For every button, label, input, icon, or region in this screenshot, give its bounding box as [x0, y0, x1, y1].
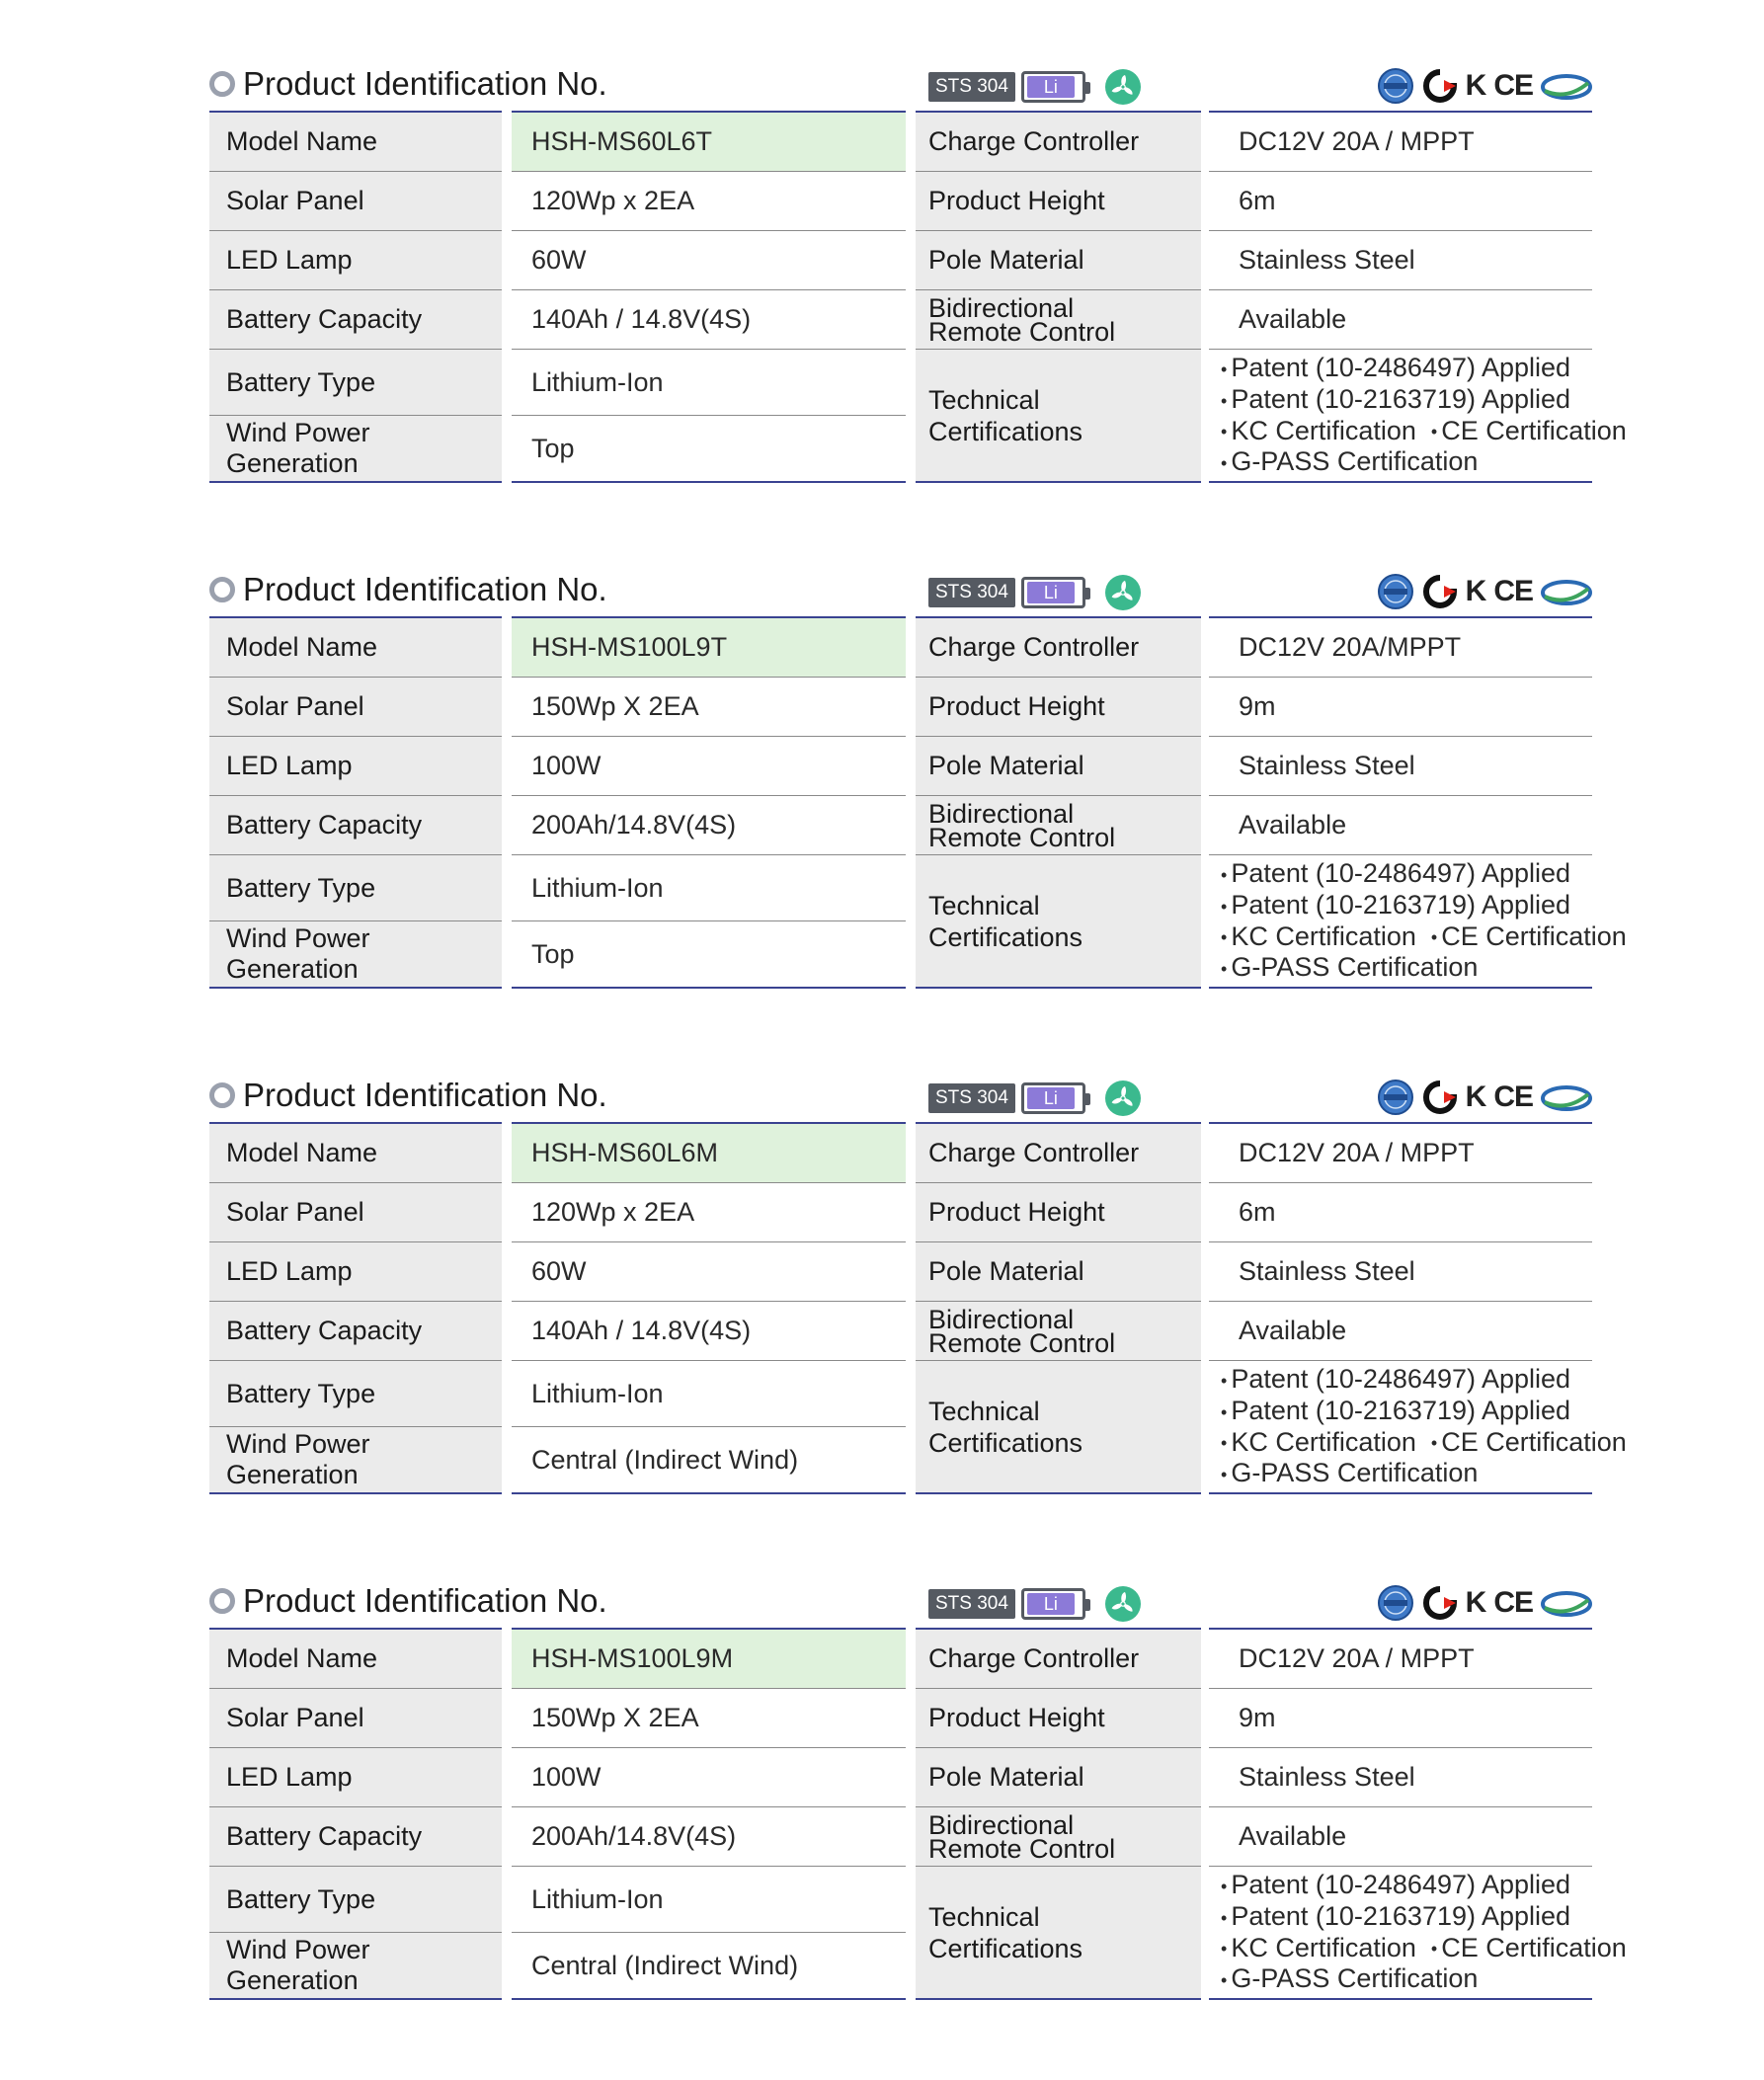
- spec-table: [209, 616, 1627, 989]
- value-technical-certifications: [1205, 1361, 1627, 1494]
- label-model-name: Model Name: [209, 112, 507, 172]
- table-row: [209, 737, 1592, 796]
- wind-turbine-icon: [1105, 69, 1141, 105]
- sts304-badge: STS 304: [928, 1083, 1015, 1113]
- cert-item: • Patent (10-2163719) Applied: [1221, 1395, 1571, 1425]
- label-led-lamp: LED Lamp: [209, 737, 507, 796]
- label-wind-power: Wind Power Generation: [209, 921, 507, 989]
- label-product-height: Product Height: [911, 678, 1205, 737]
- label-remote-line2: Remote Control: [928, 1327, 1116, 1358]
- title-wrap: [209, 1077, 607, 1114]
- value-remote-control: Available: [1205, 796, 1592, 855]
- label-tech-line2: Certifications: [928, 416, 1083, 446]
- label-wind-power: Wind Power Generation: [209, 416, 507, 483]
- kc-mark-icon: [1422, 1585, 1458, 1621]
- lithium-battery-icon: [1021, 1082, 1085, 1114]
- value-product-height: 9m: [1205, 678, 1592, 737]
- label-remote-line2: Remote Control: [928, 822, 1116, 852]
- certification-logos: [1377, 1079, 1592, 1116]
- label-model-name: Model Name: [209, 1629, 507, 1689]
- value-pole-material: Stainless Steel: [1205, 1748, 1592, 1807]
- spec-table: [209, 1122, 1627, 1494]
- label-remote-line2: Remote Control: [928, 316, 1116, 347]
- cert-item: • KC Certification • CE Certification: [1221, 415, 1627, 445]
- label-battery-type: Battery Type: [209, 350, 507, 416]
- value-product-height: 6m: [1205, 1183, 1592, 1242]
- value-battery-capacity: 140Ah / 14.8V(4S): [507, 1302, 911, 1361]
- label-remote-control: [911, 290, 1205, 350]
- label-wind-power: Wind Power Generation: [209, 1933, 507, 2000]
- label-battery-capacity: Battery Capacity: [209, 796, 507, 855]
- label-charge-controller: Charge Controller: [911, 112, 1205, 172]
- value-solar-panel: 120Wp x 2EA: [507, 172, 911, 231]
- table-row: [209, 112, 1592, 172]
- table-row: [209, 231, 1592, 290]
- circle-bullet-icon: [209, 71, 235, 97]
- cert-ce: CE Certification: [1441, 920, 1627, 951]
- gpass-logo-icon: [1377, 1584, 1414, 1622]
- value-remote-control: Available: [1205, 290, 1592, 350]
- wind-turbine-icon: [1105, 1586, 1141, 1622]
- label-tech-line1: Technical: [928, 1901, 1040, 1932]
- label-technical-certifications: [911, 855, 1205, 989]
- label-pole-material: Pole Material: [911, 1242, 1205, 1302]
- label-remote-control: [911, 1807, 1205, 1867]
- label-remote-line1: Bidirectional: [928, 798, 1075, 829]
- value-wind-power: Central (Indirect Wind): [507, 1933, 911, 2000]
- table-row: [209, 1302, 1592, 1361]
- title-wrap: [209, 1582, 607, 1620]
- value-battery-capacity: 200Ah/14.8V(4S): [507, 796, 911, 855]
- label-led-lamp: LED Lamp: [209, 231, 507, 290]
- value-product-height: 9m: [1205, 1689, 1592, 1748]
- value-battery-type: Lithium-Ion: [507, 855, 911, 921]
- value-product-height: 6m: [1205, 172, 1592, 231]
- k-mark-icon: K: [1465, 69, 1486, 102]
- label-tech-line2: Certifications: [928, 1427, 1083, 1458]
- label-remote-control: [911, 1302, 1205, 1361]
- cert-ce: CE Certification: [1441, 415, 1627, 445]
- section-header: [209, 59, 1592, 111]
- value-pole-material: Stainless Steel: [1205, 231, 1592, 290]
- label-tech-line2: Certifications: [928, 1933, 1083, 1963]
- value-solar-panel: 150Wp X 2EA: [507, 1689, 911, 1748]
- label-tech-line1: Technical: [928, 890, 1040, 920]
- table-row: [209, 1807, 1592, 1867]
- cert-patent-1: Patent (10-2486497) Applied: [1231, 352, 1571, 382]
- sts304-badge: STS 304: [928, 1589, 1015, 1619]
- value-solar-panel: 120Wp x 2EA: [507, 1183, 911, 1242]
- table-row: [209, 1689, 1592, 1748]
- battery-badge-label: Li: [1027, 1087, 1075, 1109]
- label-tech-line1: Technical: [928, 1396, 1040, 1426]
- lithium-battery-icon: [1021, 71, 1085, 103]
- label-battery-capacity: Battery Capacity: [209, 1302, 507, 1361]
- value-model-name: HSH-MS100L9T: [507, 617, 911, 678]
- product-spec-section: [209, 59, 1627, 483]
- table-row: [209, 350, 1592, 416]
- cert-item: • G-PASS Certification: [1221, 1963, 1479, 1994]
- table-row: [209, 796, 1592, 855]
- cert-item: • KC Certification • CE Certification: [1221, 920, 1627, 951]
- good-design-logo-icon: [1541, 1082, 1592, 1112]
- value-battery-capacity: 200Ah/14.8V(4S): [507, 1807, 911, 1867]
- spec-table: [209, 1628, 1627, 2000]
- label-charge-controller: Charge Controller: [911, 1123, 1205, 1183]
- label-battery-type: Battery Type: [209, 1361, 507, 1427]
- cert-kc: KC Certification: [1231, 1932, 1416, 1962]
- sts304-badge: STS 304: [928, 72, 1015, 102]
- label-remote-line2: Remote Control: [928, 1833, 1116, 1864]
- value-led-lamp: 60W: [507, 231, 911, 290]
- lithium-battery-icon: [1021, 1588, 1085, 1620]
- label-solar-panel: Solar Panel: [209, 1183, 507, 1242]
- k-mark-icon: K: [1465, 575, 1486, 607]
- table-row: [209, 1629, 1592, 1689]
- label-solar-panel: Solar Panel: [209, 1689, 507, 1748]
- kc-mark-icon: [1422, 574, 1458, 609]
- battery-badge-label: Li: [1027, 76, 1075, 98]
- cert-item: • Patent (10-2163719) Applied: [1221, 889, 1571, 920]
- table-row: [209, 678, 1592, 737]
- value-remote-control: Available: [1205, 1807, 1592, 1867]
- cert-item: • G-PASS Certification: [1221, 1458, 1479, 1488]
- sts304-badge: STS 304: [928, 578, 1015, 607]
- cert-patent-2: Patent (10-2163719) Applied: [1231, 889, 1571, 920]
- circle-bullet-icon: [209, 577, 235, 602]
- cert-ce: CE Certification: [1441, 1932, 1627, 1962]
- label-wind-power: Wind Power Generation: [209, 1427, 507, 1494]
- product-spec-section: [209, 1071, 1627, 1494]
- value-technical-certifications: [1205, 1867, 1627, 2000]
- cert-gpass: G-PASS Certification: [1231, 446, 1479, 477]
- cert-patent-2: Patent (10-2163719) Applied: [1231, 1395, 1571, 1425]
- value-wind-power: Top: [507, 921, 911, 989]
- label-model-name: Model Name: [209, 1123, 507, 1183]
- value-solar-panel: 150Wp X 2EA: [507, 678, 911, 737]
- gpass-logo-icon: [1377, 1079, 1414, 1116]
- title-wrap: [209, 65, 607, 103]
- label-tech-line2: Certifications: [928, 921, 1083, 952]
- good-design-logo-icon: [1541, 71, 1592, 101]
- k-mark-icon: K: [1465, 1080, 1486, 1113]
- cert-patent-2: Patent (10-2163719) Applied: [1231, 1900, 1571, 1931]
- value-charge-controller: DC12V 20A / MPPT: [1205, 112, 1592, 172]
- value-charge-controller: DC12V 20A / MPPT: [1205, 1629, 1592, 1689]
- value-model-name: HSH-MS100L9M: [507, 1629, 911, 1689]
- value-charge-controller: DC12V 20A / MPPT: [1205, 1123, 1592, 1183]
- value-led-lamp: 100W: [507, 1748, 911, 1807]
- section-title: Product Identification No.: [243, 571, 607, 607]
- battery-badge-label: Li: [1027, 582, 1075, 603]
- cert-item: • KC Certification • CE Certification: [1221, 1932, 1627, 1962]
- cert-item: • G-PASS Certification: [1221, 446, 1479, 477]
- section-title: Product Identification No.: [243, 65, 607, 102]
- section-header: [209, 1071, 1592, 1122]
- label-pole-material: Pole Material: [911, 231, 1205, 290]
- label-remote-line1: Bidirectional: [928, 1809, 1075, 1840]
- wind-turbine-icon: [1105, 1080, 1141, 1116]
- title-wrap: [209, 571, 607, 608]
- product-spec-section: [209, 1576, 1627, 2000]
- feature-badges: [928, 69, 1141, 105]
- label-product-height: Product Height: [911, 1689, 1205, 1748]
- value-pole-material: Stainless Steel: [1205, 737, 1592, 796]
- label-solar-panel: Solar Panel: [209, 678, 507, 737]
- cert-gpass: G-PASS Certification: [1231, 1458, 1479, 1488]
- kc-mark-icon: [1422, 68, 1458, 104]
- battery-badge-label: Li: [1027, 1593, 1075, 1615]
- value-technical-certifications: [1205, 350, 1627, 483]
- ce-mark-icon: CE: [1493, 69, 1533, 102]
- cert-patent-2: Patent (10-2163719) Applied: [1231, 383, 1571, 414]
- value-model-name: HSH-MS60L6T: [507, 112, 911, 172]
- good-design-logo-icon: [1541, 1588, 1592, 1618]
- wind-turbine-icon: [1105, 575, 1141, 610]
- cert-item: • Patent (10-2486497) Applied: [1221, 1869, 1571, 1899]
- cert-gpass: G-PASS Certification: [1231, 952, 1479, 983]
- table-row: [209, 617, 1592, 678]
- value-wind-power: Top: [507, 416, 911, 483]
- table-row: [209, 1123, 1592, 1183]
- section-header: [209, 565, 1592, 616]
- ce-mark-icon: CE: [1493, 1586, 1533, 1619]
- label-battery-capacity: Battery Capacity: [209, 1807, 507, 1867]
- value-led-lamp: 100W: [507, 737, 911, 796]
- label-model-name: Model Name: [209, 617, 507, 678]
- lithium-battery-icon: [1021, 577, 1085, 608]
- value-model-name: HSH-MS60L6M: [507, 1123, 911, 1183]
- table-row: [209, 290, 1592, 350]
- table-row: [209, 1748, 1592, 1807]
- cert-ce: CE Certification: [1441, 1426, 1627, 1457]
- cert-item: • Patent (10-2163719) Applied: [1221, 1900, 1571, 1931]
- value-wind-power: Central (Indirect Wind): [507, 1427, 911, 1494]
- k-mark-icon: K: [1465, 1586, 1486, 1619]
- label-remote-line1: Bidirectional: [928, 292, 1075, 323]
- value-led-lamp: 60W: [507, 1242, 911, 1302]
- feature-badges: [928, 1080, 1141, 1116]
- cert-item: • Patent (10-2163719) Applied: [1221, 383, 1571, 414]
- label-charge-controller: Charge Controller: [911, 1629, 1205, 1689]
- spec-table: [209, 111, 1627, 483]
- label-product-height: Product Height: [911, 172, 1205, 231]
- certification-logos: [1377, 67, 1592, 105]
- value-technical-certifications: [1205, 855, 1627, 989]
- label-remote-line1: Bidirectional: [928, 1304, 1075, 1334]
- cert-gpass: G-PASS Certification: [1231, 1963, 1479, 1994]
- good-design-logo-icon: [1541, 577, 1592, 606]
- certification-logos: [1377, 1584, 1592, 1622]
- cert-item: • KC Certification • CE Certification: [1221, 1426, 1627, 1457]
- label-led-lamp: LED Lamp: [209, 1748, 507, 1807]
- gpass-logo-icon: [1377, 573, 1414, 610]
- feature-badges: [928, 1586, 1141, 1622]
- label-technical-certifications: [911, 350, 1205, 483]
- section-title: Product Identification No.: [243, 1582, 607, 1619]
- value-battery-type: Lithium-Ion: [507, 1867, 911, 1933]
- label-battery-type: Battery Type: [209, 855, 507, 921]
- label-pole-material: Pole Material: [911, 737, 1205, 796]
- section-header: [209, 1576, 1592, 1628]
- table-row: [209, 1242, 1592, 1302]
- label-technical-certifications: [911, 1361, 1205, 1494]
- table-row: [209, 1361, 1592, 1427]
- table-row: [209, 1867, 1592, 1933]
- label-charge-controller: Charge Controller: [911, 617, 1205, 678]
- product-spec-section: [209, 565, 1627, 989]
- label-remote-control: [911, 796, 1205, 855]
- value-battery-type: Lithium-Ion: [507, 1361, 911, 1427]
- cert-kc: KC Certification: [1231, 415, 1416, 445]
- label-technical-certifications: [911, 1867, 1205, 2000]
- cert-patent-1: Patent (10-2486497) Applied: [1231, 857, 1571, 888]
- label-battery-capacity: Battery Capacity: [209, 290, 507, 350]
- label-solar-panel: Solar Panel: [209, 172, 507, 231]
- label-battery-type: Battery Type: [209, 1867, 507, 1933]
- label-pole-material: Pole Material: [911, 1748, 1205, 1807]
- gpass-logo-icon: [1377, 67, 1414, 105]
- value-battery-type: Lithium-Ion: [507, 350, 911, 416]
- label-product-height: Product Height: [911, 1183, 1205, 1242]
- section-title: Product Identification No.: [243, 1077, 607, 1113]
- value-remote-control: Available: [1205, 1302, 1592, 1361]
- cert-patent-1: Patent (10-2486497) Applied: [1231, 1363, 1571, 1394]
- kc-mark-icon: [1422, 1080, 1458, 1115]
- table-row: [209, 1183, 1592, 1242]
- ce-mark-icon: CE: [1493, 1080, 1533, 1113]
- cert-kc: KC Certification: [1231, 920, 1416, 951]
- cert-item: • Patent (10-2486497) Applied: [1221, 857, 1571, 888]
- cert-item: • Patent (10-2486497) Applied: [1221, 1363, 1571, 1394]
- cert-item: • G-PASS Certification: [1221, 952, 1479, 983]
- cert-kc: KC Certification: [1231, 1426, 1416, 1457]
- table-row: [209, 172, 1592, 231]
- cert-patent-1: Patent (10-2486497) Applied: [1231, 1869, 1571, 1899]
- certification-logos: [1377, 573, 1592, 610]
- table-row: [209, 855, 1592, 921]
- cert-item: • Patent (10-2486497) Applied: [1221, 352, 1571, 382]
- feature-badges: [928, 575, 1141, 610]
- circle-bullet-icon: [209, 1588, 235, 1614]
- label-led-lamp: LED Lamp: [209, 1242, 507, 1302]
- circle-bullet-icon: [209, 1082, 235, 1108]
- ce-mark-icon: CE: [1493, 575, 1533, 607]
- value-charge-controller: DC12V 20A/MPPT: [1205, 617, 1592, 678]
- value-pole-material: Stainless Steel: [1205, 1242, 1592, 1302]
- value-battery-capacity: 140Ah / 14.8V(4S): [507, 290, 911, 350]
- label-tech-line1: Technical: [928, 384, 1040, 415]
